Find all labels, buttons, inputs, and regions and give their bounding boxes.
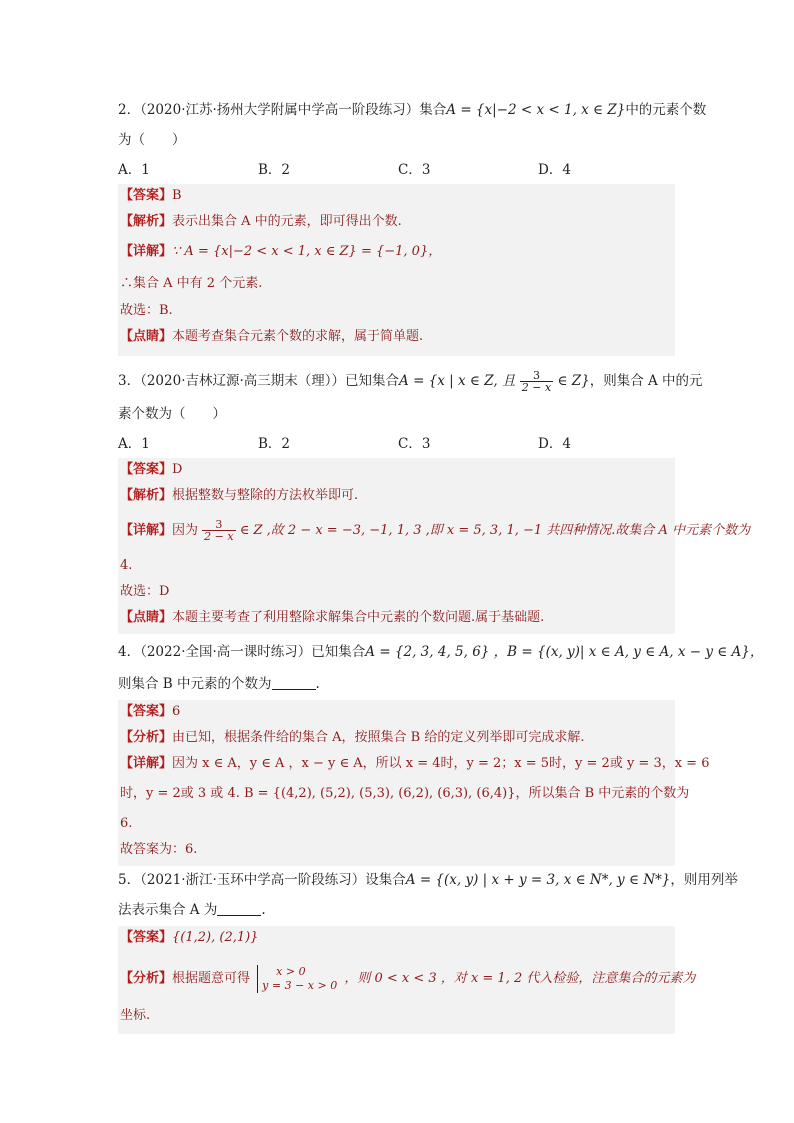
analysis-text-a: 根据题意可得 bbox=[172, 971, 251, 986]
q2-comment bbox=[120, 327, 423, 347]
q3-detail bbox=[120, 516, 750, 546]
analysis-text: 表示出集合 A 中的元素，即可得出个数. bbox=[172, 214, 402, 229]
fraction-denominator: 2 − x bbox=[204, 530, 234, 543]
q3-stem-line1 bbox=[118, 368, 703, 394]
answer-tag: 【答案】 bbox=[120, 462, 173, 477]
detail-tag: 【详解】 bbox=[120, 244, 173, 259]
q3-set-expr-a: A = {x | x ∈ Z, 且 bbox=[399, 373, 516, 389]
q4-detail-line3: 6. bbox=[120, 816, 133, 831]
q4-stem-period: . bbox=[315, 676, 320, 692]
analysis-tag: 【分析】 bbox=[120, 971, 173, 986]
q3-stem-text: 3．（2020·吉林辽源·高三期末（理））已知集合 bbox=[118, 373, 400, 389]
q2-choose: 故选：B. bbox=[120, 303, 173, 318]
analysis-text: 由已知，根据条件给的集合 A，按照集合 B 给的定义列举即可完成求解. bbox=[172, 730, 585, 745]
q4-stem-line1 bbox=[118, 642, 763, 662]
q3-fraction bbox=[520, 370, 553, 393]
comment-tag: 【点睛】 bbox=[120, 610, 173, 625]
q3-solution-box bbox=[118, 458, 751, 634]
comment-text: 本题考查集合元素个数的求解，属于简单题. bbox=[172, 329, 424, 344]
comment-text: 本题主要考查了利用整除求解集合中元素的个数问题.属于基础题. bbox=[172, 610, 545, 625]
q5-stem-line2 bbox=[118, 900, 266, 920]
fraction-numerator: 3 bbox=[520, 370, 553, 382]
q3-comment bbox=[120, 608, 544, 628]
q3-option-a: A．1 bbox=[118, 436, 150, 452]
analysis-tag: 【分析】 bbox=[120, 730, 173, 745]
q2-stem-line2: 为（ ） bbox=[118, 132, 186, 148]
detail-text-a: 因为 bbox=[172, 523, 199, 538]
q5-answer-blank[interactable] bbox=[217, 901, 261, 916]
q5-stem-line1 bbox=[118, 870, 738, 890]
answer-tag: 【答案】 bbox=[120, 188, 173, 203]
answer-value: D bbox=[172, 462, 183, 477]
q3-detail-fraction bbox=[202, 519, 235, 542]
q3-stem-text-end: ，则集合 A 中的元 bbox=[589, 373, 703, 389]
answer-tag: 【答案】 bbox=[120, 704, 173, 719]
q5-system-brace bbox=[257, 965, 337, 993]
q4-stem-text: 则集合 B 中元素的个数为 bbox=[118, 676, 272, 692]
q2-option-d: D．4 bbox=[538, 162, 571, 178]
q2-option-b: B．2 bbox=[258, 162, 291, 178]
comment-tag: 【点睛】 bbox=[120, 329, 173, 344]
q3-stem-line2: 素个数为（ ） bbox=[118, 406, 226, 422]
q2-set-expr: A = {x|−2 < x < 1, x ∈ Z} bbox=[446, 102, 626, 118]
q5-analysis-line2: 坐标. bbox=[120, 1008, 151, 1023]
q4-stem-text: 4．（2022·全国·高一课时练习）已知集合 bbox=[118, 644, 366, 660]
q5-solution-box bbox=[118, 926, 696, 1034]
answer-value: {(1,2), (2,1)} bbox=[172, 930, 259, 945]
q2-option-c: C．3 bbox=[398, 162, 431, 178]
q4-answer-blank[interactable] bbox=[272, 675, 316, 690]
q5-set-expr: A = {(x, y) | x + y = 3, x ∈ N*, y ∈ N*} bbox=[405, 872, 671, 888]
q2-answer bbox=[120, 186, 182, 206]
q3-option-d: D．4 bbox=[538, 436, 571, 452]
detail-text: 因为 x ∈ A，y ∈ A ，x − y ∈ A，所以 x = 4时，y = 2；x = 5时，y = 2或 y = 3，x = 6 bbox=[172, 756, 710, 771]
q3-set-expr-b: ∈ Z} bbox=[557, 373, 590, 389]
detail-tag: 【详解】 bbox=[120, 756, 173, 771]
detail-text-b: ∈ Z ,故 2 − x = −3, −1, 1, 3 ,即 x = 5, 3, 1, −1 共四种情况.故集合 A 中元素个数为 bbox=[239, 523, 751, 538]
q4-detail-line2: 时，y = 2或 3 或 4. B = {(4,2), (5,2), (5,3), (6,2), (6,3), (6,4)}，所以集合 B 中元素的个数为 bbox=[120, 786, 690, 801]
q4-detail bbox=[120, 754, 709, 774]
q5-stem-period: . bbox=[261, 902, 266, 918]
q3-choose: 故选：D bbox=[120, 584, 170, 599]
q2-solution-box bbox=[118, 184, 675, 356]
q2-analysis bbox=[120, 212, 402, 232]
q4-answer bbox=[120, 702, 180, 722]
system-line-2: y = 3 − x > 0 bbox=[262, 978, 338, 992]
answer-tag: 【答案】 bbox=[120, 930, 173, 945]
fraction-numerator: 3 bbox=[202, 519, 235, 531]
q2-stem-text: 2．（2020·江苏·扬州大学附属中学高一阶段练习）集合 bbox=[118, 102, 447, 118]
q4-analysis bbox=[120, 728, 585, 748]
q3-answer bbox=[120, 460, 182, 480]
answer-value: B bbox=[172, 188, 182, 203]
q2-option-a: A．1 bbox=[118, 162, 150, 178]
q2-stem-text-end: 中的元素个数 bbox=[625, 102, 707, 118]
q3-detail-line2: 4. bbox=[120, 558, 133, 573]
detail-math: ∵ A = {x|−2 < x < 1, x ∈ Z} = {−1, 0}， bbox=[172, 244, 442, 259]
q4-set-expr: A = {2, 3, 4, 5, 6} ，B = {(x, y)| x ∈ A, y ∈ A, x − y ∈ A}， bbox=[365, 644, 764, 660]
q5-answer bbox=[120, 928, 258, 948]
q4-final: 故答案为：6. bbox=[120, 842, 198, 857]
q5-stem-text: 法表示集合 A 为 bbox=[118, 902, 218, 918]
answer-value: 6 bbox=[172, 704, 181, 719]
analysis-tag: 【解析】 bbox=[120, 488, 173, 503]
q2-stem-line1 bbox=[118, 100, 706, 120]
q5-stem-text: 5．（2021·浙江·玉环中学高一阶段练习）设集合 bbox=[118, 872, 406, 888]
analysis-text: 根据整数与整除的方法枚举即可. bbox=[172, 488, 359, 503]
q5-stem-text-end: ，则用列举 bbox=[670, 872, 738, 888]
fraction-denominator: 2 − x bbox=[521, 381, 552, 394]
q3-option-c: C．3 bbox=[398, 436, 431, 452]
detail-tag: 【详解】 bbox=[120, 523, 173, 538]
q3-option-b: B．2 bbox=[258, 436, 291, 452]
q2-detail-line2: ∴集合 A 中有 2 个元素. bbox=[120, 276, 263, 291]
q5-analysis bbox=[120, 960, 695, 998]
q2-detail bbox=[120, 242, 441, 262]
q4-solution-box bbox=[118, 700, 710, 866]
q4-stem-line2 bbox=[118, 674, 320, 694]
analysis-tag: 【解析】 bbox=[120, 214, 173, 229]
analysis-text-b: ，则 0 < x < 3 ，对 x = 1, 2 代入检验，注意集合的元素为 bbox=[344, 971, 696, 986]
system-line-1: x > 0 bbox=[276, 964, 306, 978]
q3-analysis bbox=[120, 486, 358, 506]
